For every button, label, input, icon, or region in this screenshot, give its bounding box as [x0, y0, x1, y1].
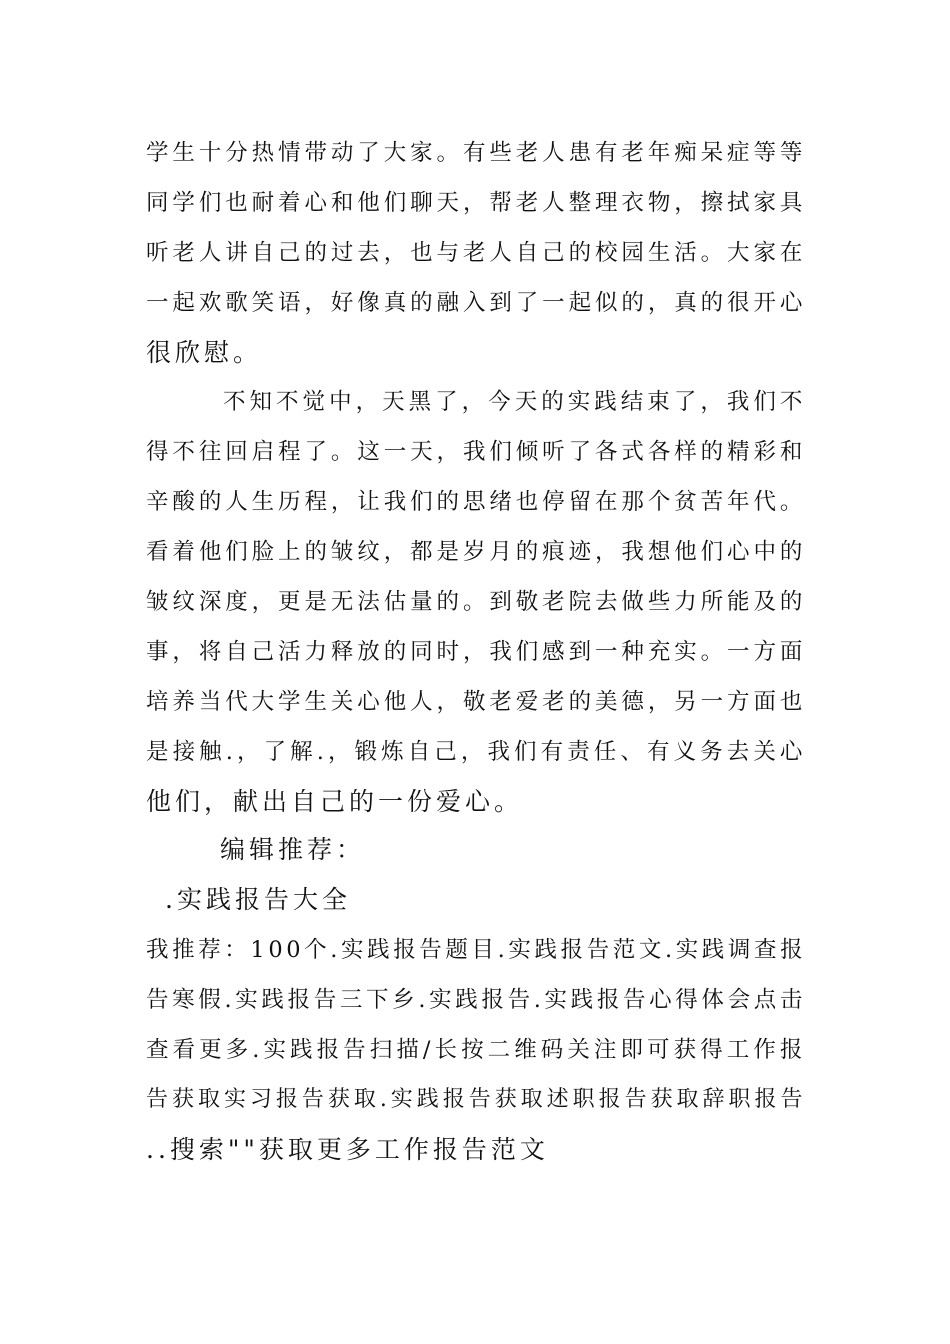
recommend-line: ..搜索""获取更多工作报告范文 — [146, 1135, 549, 1164]
paragraph-line: 不知不觉中，天黑了，今天的实践结束了，我们不 — [223, 389, 806, 415]
recommend-line: 查看更多.实践报告扫描/长按二维码关注即可获得工作报 — [146, 1037, 806, 1063]
paragraph-line: 学生十分热情带动了大家。有些老人患有老年痴呆症等等 — [146, 140, 806, 166]
paragraph-line: 很欣慰。 — [146, 338, 263, 367]
paragraph-line: 辛酸的人生历程，让我们的思绪也停留在那个贫苦年代。 — [146, 489, 806, 515]
recommend-line: 我推荐：100个.实践报告题目.实践报告范文.实践调查报 — [146, 937, 807, 963]
recommend-line: 告寒假.实践报告三下乡.实践报告.实践报告心得体会点击 — [146, 987, 806, 1013]
paragraph-line: 听老人讲自己的过去，也与老人自己的校园生活。大家在 — [146, 240, 806, 266]
paragraph-line: 皱纹深度，更是无法估量的。到敬老院去做些力所能及的 — [146, 589, 806, 615]
recommend-line: 告获取实习报告获取.实践报告获取述职报告获取辞职报告 — [146, 1087, 806, 1112]
paragraph-line: 同学们也耐着心和他们聊天，帮老人整理衣物，擦拭家具 — [146, 190, 806, 216]
paragraph-line: 事，将自己活力释放的同时，我们感到一种充实。一方面 — [146, 639, 806, 665]
paragraph-line: 看着他们脸上的皱纹，都是岁月的痕迹，我想他们心中的 — [146, 539, 806, 565]
paragraph-line: 培养当代大学生关心他人，敬老爱老的美德，另一方面也 — [146, 689, 806, 715]
paragraph-line: 一起欢歌笑语，好像真的融入到了一起似的，真的很开心 — [146, 290, 806, 316]
report-collection-link[interactable]: .实践报告大全 — [165, 885, 351, 914]
paragraph-line: 是接触.，了解.，锻炼自己，我们有责任、有义务去关心 — [146, 739, 806, 765]
editor-heading: 编辑推荐： — [220, 835, 366, 864]
paragraph-line: 他们，献出自己的一份爱心。 — [146, 787, 524, 816]
paragraph-line: 得不往回启程了。这一天，我们倾听了各式各样的精彩和 — [146, 439, 806, 465]
